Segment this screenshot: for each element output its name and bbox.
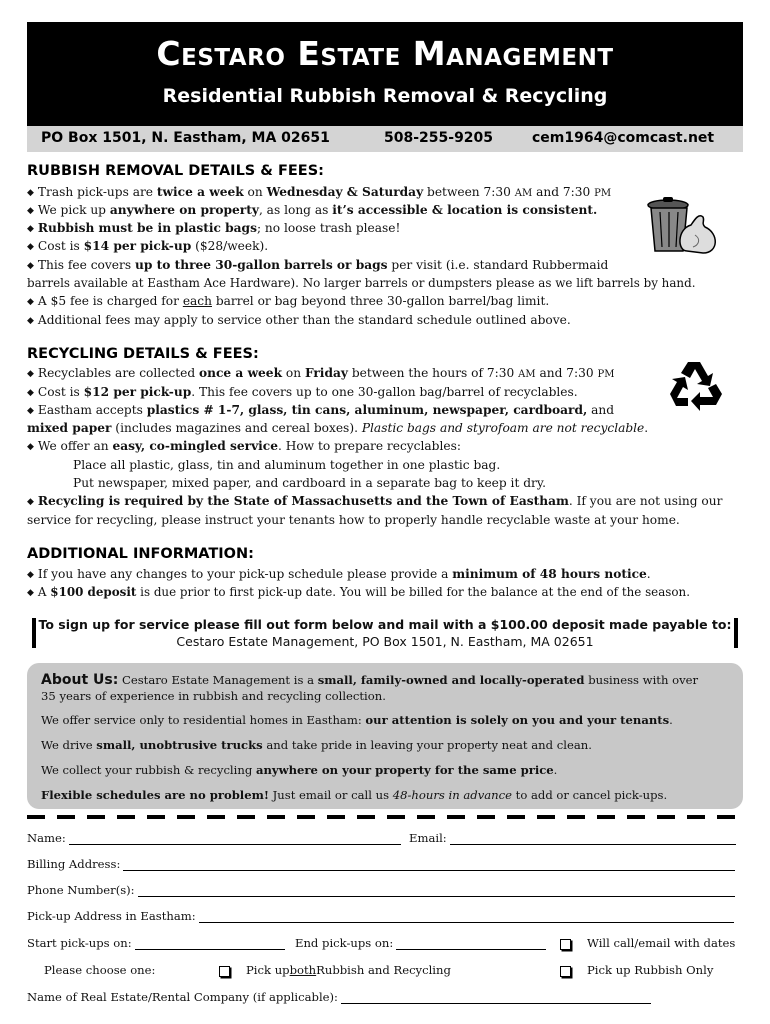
company-input-line[interactable] bbox=[341, 991, 651, 1004]
both-checkbox[interactable] bbox=[219, 966, 230, 977]
company-field[interactable]: Name of Real Estate/Rental Company (if applicable): bbox=[27, 990, 651, 1004]
rubbish-line-1: ◆ Trash pick-ups are twice a week on Wednesday & Saturday between 7:30 AM and 7:30 PM bbox=[27, 185, 612, 199]
rubbish-line-4: ◆ Cost is $14 per pick-up ($28/week). bbox=[27, 239, 269, 253]
recycling-line-7: Put newspaper, mixed paper, and cardboard in a separate bag to keep it dry. bbox=[73, 476, 546, 490]
about-line-6: Flexible schedules are no problem! Just email or call us 48-hours in advance to add or cancel pick-ups. bbox=[41, 788, 668, 802]
choose-one-label: Please choose one: bbox=[44, 963, 156, 977]
end-date-field[interactable]: End pick-ups on: bbox=[295, 936, 546, 950]
contact-address: PO Box 1501, N. Eastham, MA 02651 bbox=[41, 130, 330, 146]
pickup-address-field[interactable]: Pick-up Address in Eastham: bbox=[27, 909, 734, 923]
signup-line-2: Cestaro Estate Management, PO Box 1501, N. Eastham, MA 02651 bbox=[176, 634, 594, 649]
company-subtitle: Residential Rubbish Removal & Recycling bbox=[162, 85, 608, 107]
rubbish-line-3: ◆ Rubbish must be in plastic bags; no loose trash please! bbox=[27, 221, 401, 235]
name-input-line[interactable] bbox=[69, 832, 401, 845]
contact-phone: 508-255-9205 bbox=[384, 130, 494, 146]
start-date-field[interactable]: Start pick-ups on: bbox=[27, 936, 285, 950]
email-input-line[interactable] bbox=[450, 832, 736, 845]
option-rubbish-only[interactable]: Pick up Rubbish Only bbox=[560, 963, 713, 977]
recycling-line-4: mixed paper (includes magazines and cereal boxes). Plastic bags and styrofoam are not recyclable. bbox=[27, 421, 649, 435]
contact-bar bbox=[27, 126, 743, 152]
phone-input-line[interactable] bbox=[138, 884, 735, 897]
end-date-input-line[interactable] bbox=[396, 937, 546, 950]
about-line-5: We collect your rubbish & recycling anywhere on your property for the same price. bbox=[41, 763, 558, 777]
recycling-heading: RECYCLING DETAILS & FEES: bbox=[27, 346, 259, 362]
recycle-icon bbox=[666, 358, 726, 414]
will-call-checkbox[interactable] bbox=[560, 939, 571, 950]
recycling-line-2: ◆ Cost is $12 per pick-up. This fee covers up to one 30-gallon bag/barrel of recyclables. bbox=[27, 385, 578, 399]
about-line-2: 35 years of experience in rubbish and recycling collection. bbox=[41, 689, 386, 703]
name-field[interactable]: Name: bbox=[27, 831, 401, 845]
about-us-panel bbox=[27, 663, 743, 809]
recycling-line-6: Place all plastic, glass, tin and aluminum together in one plastic bag. bbox=[73, 458, 501, 472]
additional-heading: ADDITIONAL INFORMATION: bbox=[27, 546, 254, 562]
rubbish-only-checkbox[interactable] bbox=[560, 966, 571, 977]
rubbish-line-7: ◆ A $5 fee is charged for each barrel or bag beyond three 30-gallon barrel/bag limit. bbox=[27, 294, 550, 308]
recycling-line-5: ◆ We offer an easy, co-mingled service. How to prepare recyclables: bbox=[27, 439, 461, 453]
signup-instructions bbox=[32, 614, 738, 650]
contact-email[interactable]: cem1964@comcast.net bbox=[532, 130, 715, 146]
rubbish-line-8: ◆ Additional fees may apply to service other than the standard schedule outlined above. bbox=[27, 313, 571, 327]
start-date-input-line[interactable] bbox=[135, 937, 285, 950]
pickup-address-input-line[interactable] bbox=[199, 910, 734, 923]
about-line-3: We offer service only to residential homes in Eastham: our attention is solely on you and your tenants. bbox=[41, 713, 673, 727]
phone-field[interactable]: Phone Number(s): bbox=[27, 883, 735, 897]
additional-line-1: ◆ If you have any changes to your pick-up schedule please provide a minimum of 48 hours notice. bbox=[27, 567, 651, 581]
recycling-line-9: service for recycling, please instruct your tenants how to properly handle recyclable waste at your home. bbox=[27, 513, 680, 527]
additional-line-2: ◆ A $100 deposit is due prior to first pick-up date. You will be billed for the balance at the end of the season. bbox=[27, 585, 690, 599]
rubbish-line-5: ◆ This fee covers up to three 30-gallon barrels or bags per visit (i.e. standard Rubbermaid bbox=[27, 258, 609, 272]
rubbish-line-2: ◆ We pick up anywhere on property, as long as it’s accessible & location is consistent. bbox=[27, 203, 598, 217]
email-field[interactable]: Email: bbox=[409, 831, 736, 845]
recycling-line-1: ◆ Recyclables are collected once a week on Friday between the hours of 7:30 AM and 7:30 PM bbox=[27, 366, 615, 380]
will-call-option[interactable]: Will call/email with dates bbox=[560, 936, 735, 950]
recycling-line-3: ◆ Eastham accepts plastics # 1-7, glass, tin cans, aluminum, newspaper, cardboard, and bbox=[27, 403, 615, 417]
option-both[interactable]: Pick up both Rubbish and Recycling bbox=[219, 963, 451, 977]
billing-input-line[interactable] bbox=[123, 858, 735, 871]
signup-line-1: To sign up for service please fill out form below and mail with a $100.00 deposit made payable to: bbox=[38, 617, 732, 632]
recycling-line-8: ◆ Recycling is required by the State of Massachusetts and the Town of Eastham. If you are not using our bbox=[27, 494, 723, 508]
cut-line-divider bbox=[27, 815, 743, 819]
about-line-4: We drive small, unobtrusive trucks and take pride in leaving your property neat and clean. bbox=[41, 738, 592, 752]
about-label: About Us: bbox=[41, 672, 119, 688]
about-line-1: About Us: Cestaro Estate Management is a small, family-owned and locally-operated business with over bbox=[41, 672, 699, 688]
trash-can-icon bbox=[643, 195, 721, 257]
company-title: Cestaro Estate Management bbox=[156, 34, 614, 73]
rubbish-line-6: barrels available at Eastham Ace Hardware). No larger barrels or dumpsters please as we lift barrels by hand. bbox=[27, 276, 696, 290]
billing-address-field[interactable]: Billing Address: bbox=[27, 857, 735, 871]
rubbish-heading: RUBBISH REMOVAL DETAILS & FEES: bbox=[27, 163, 324, 179]
header-banner bbox=[27, 22, 743, 126]
